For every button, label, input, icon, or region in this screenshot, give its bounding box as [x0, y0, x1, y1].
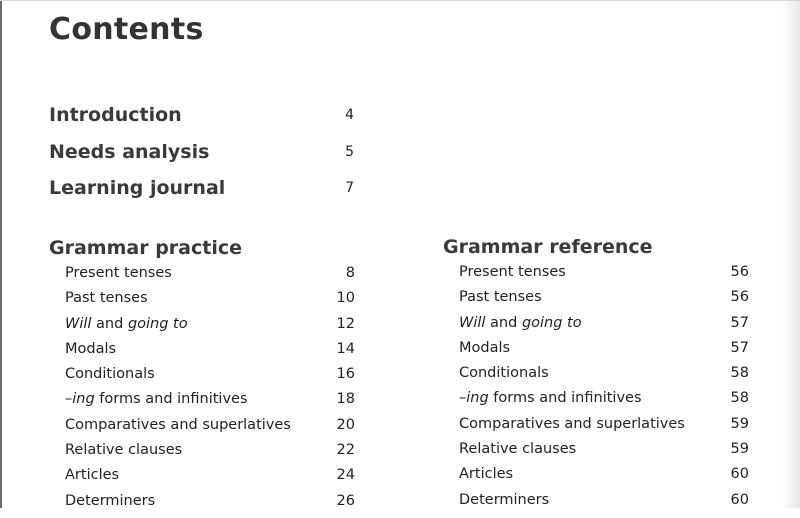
- toc-row-label: Relative clauses: [459, 441, 577, 458]
- toc-row-page: 58: [730, 390, 749, 407]
- toc-row-page: 18: [336, 391, 355, 408]
- toc-row-label: Conditionals: [65, 366, 155, 383]
- toc-row-page: 57: [730, 339, 749, 356]
- toc-row[interactable]: [49, 290, 355, 315]
- toc-row-label: Will and going to: [65, 315, 188, 332]
- toc-row[interactable]: [443, 466, 749, 491]
- page-edge-shadow: [782, 0, 800, 508]
- grammar-reference-list: [443, 264, 749, 517]
- toc-row[interactable]: [49, 341, 355, 366]
- toc-row[interactable]: [49, 467, 355, 492]
- toc-row-label: Will and going to: [459, 314, 582, 331]
- toc-row-page: 56: [730, 264, 749, 280]
- toc-entry-introduction[interactable]: [49, 104, 359, 130]
- toc-entry-page: 7: [345, 180, 354, 196]
- toc-row-page: 12: [336, 315, 355, 332]
- grammar-practice-list: [49, 265, 355, 518]
- toc-row[interactable]: [49, 391, 355, 416]
- toc-row-label: Articles: [459, 466, 514, 483]
- toc-row[interactable]: [49, 493, 355, 518]
- toc-row-page: 60: [730, 466, 749, 483]
- toc-entry-learning-journal[interactable]: [49, 177, 359, 203]
- toc-row-page: 22: [336, 442, 355, 459]
- toc-row[interactable]: [49, 316, 355, 341]
- toc-row[interactable]: [443, 289, 749, 314]
- toc-row-label: Conditionals: [459, 365, 549, 382]
- toc-row[interactable]: [443, 416, 749, 441]
- toc-entry-needs-analysis[interactable]: [49, 141, 359, 167]
- toc-entry-page: 4: [345, 107, 354, 123]
- toc-entry-label: Needs analysis: [49, 141, 210, 163]
- toc-row-label: Past tenses: [459, 289, 542, 306]
- toc-entry-label: Learning journal: [49, 177, 226, 199]
- page-edge-left: [0, 0, 2, 508]
- toc-entry-page: 5: [345, 144, 354, 160]
- page-edge-top: [0, 0, 800, 1]
- toc-row-page: 14: [336, 340, 355, 357]
- toc-row-page: 24: [336, 467, 355, 484]
- toc-row-page: 16: [336, 366, 355, 383]
- toc-row[interactable]: [443, 492, 749, 517]
- toc-row-label: Determiners: [459, 491, 550, 508]
- toc-row-label: Comparatives and superlatives: [459, 415, 685, 432]
- toc-row-page: 59: [730, 415, 749, 432]
- section-heading-grammar-reference: Grammar reference: [443, 236, 653, 258]
- page-title: Contents: [49, 12, 204, 47]
- toc-row-label: –ing forms and infinitives: [65, 391, 248, 408]
- toc-row-page: 60: [730, 491, 749, 508]
- toc-row-page: 57: [730, 314, 749, 331]
- toc-row[interactable]: [49, 442, 355, 467]
- toc-row[interactable]: [443, 365, 749, 390]
- toc-row[interactable]: [443, 390, 749, 415]
- toc-row-label: Articles: [65, 467, 120, 484]
- toc-row[interactable]: [443, 315, 749, 340]
- toc-row-page: 8: [345, 265, 355, 281]
- toc-row-page: 10: [336, 290, 355, 307]
- toc-row[interactable]: [443, 264, 749, 289]
- toc-row-label: Present tenses: [459, 264, 566, 280]
- toc-row-label: Relative clauses: [65, 442, 183, 459]
- toc-row-label: Present tenses: [65, 265, 172, 281]
- toc-row-label: Modals: [65, 340, 117, 357]
- section-heading-grammar-practice: Grammar practice: [49, 237, 242, 259]
- toc-row-page: 26: [336, 492, 355, 509]
- toc-row-label: Past tenses: [65, 290, 148, 307]
- toc-row[interactable]: [443, 340, 749, 365]
- toc-row[interactable]: [443, 441, 749, 466]
- toc-row-label: Comparatives and superlatives: [65, 416, 291, 433]
- toc-row-page: 20: [336, 416, 355, 433]
- toc-row-label: Modals: [459, 339, 511, 356]
- toc-row-page: 58: [730, 365, 749, 382]
- toc-row-label: –ing forms and infinitives: [459, 390, 642, 407]
- toc-row-page: 59: [730, 441, 749, 458]
- toc-row-label: Determiners: [65, 492, 156, 509]
- toc-row[interactable]: [49, 366, 355, 391]
- toc-entry-label: Introduction: [49, 104, 182, 126]
- toc-row[interactable]: [49, 265, 355, 290]
- toc-row[interactable]: [49, 417, 355, 442]
- toc-row-page: 56: [730, 289, 749, 306]
